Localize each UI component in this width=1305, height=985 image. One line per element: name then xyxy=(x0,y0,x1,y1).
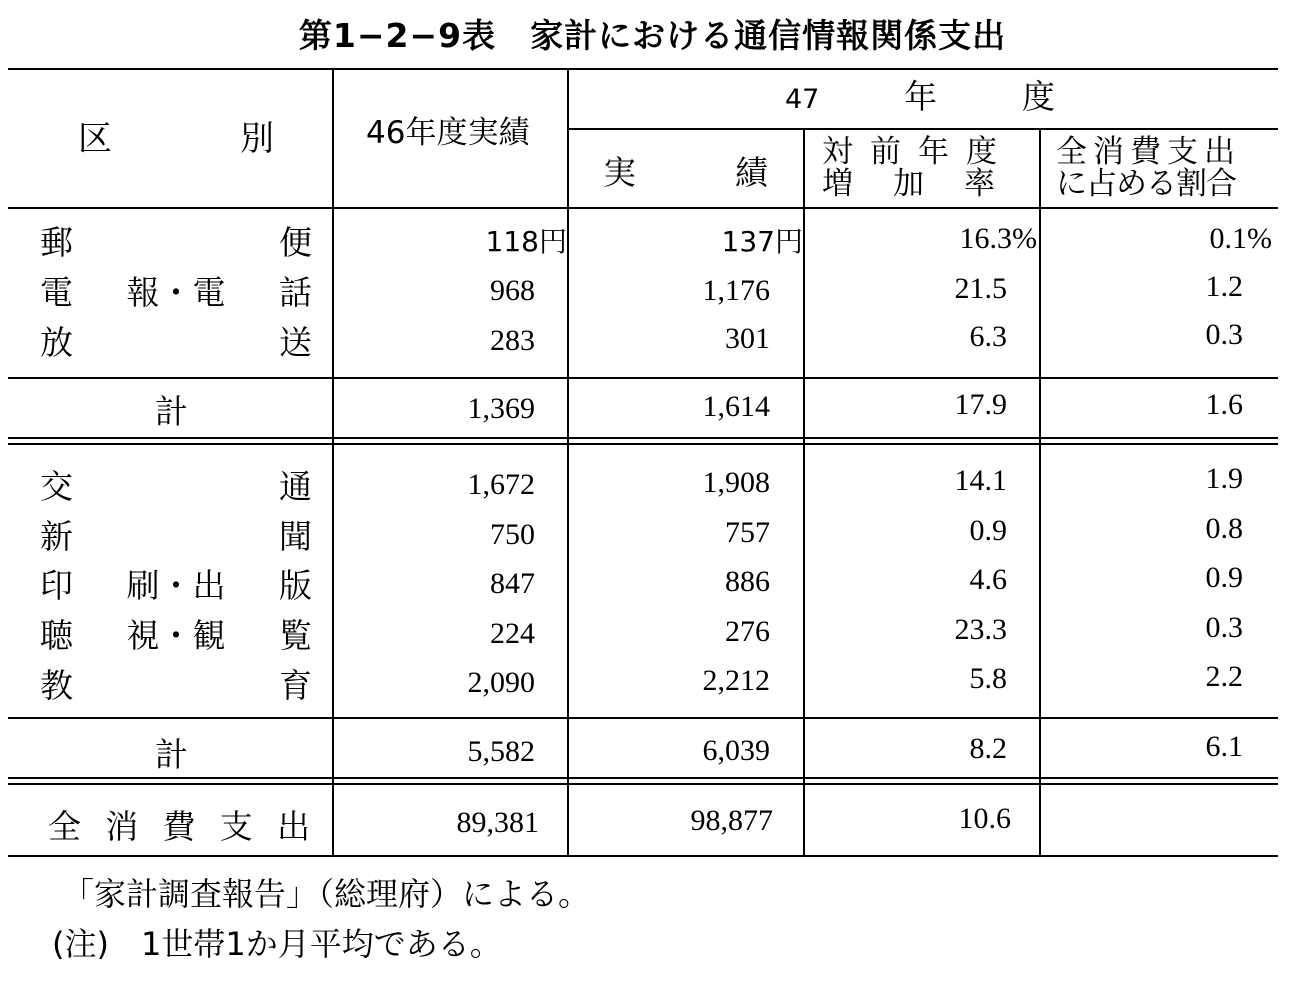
row-share: 0.3 xyxy=(1205,611,1243,644)
subtotal-fy46: 5,582 xyxy=(467,735,535,768)
header-actual-2: 績 xyxy=(735,153,768,192)
row-fy46: 283 xyxy=(490,324,535,357)
row-share: 2.2 xyxy=(1205,660,1243,693)
row-fy47: 1,908 xyxy=(702,466,770,499)
rule-sub2-top xyxy=(8,717,1278,719)
vrule-1 xyxy=(332,68,334,857)
row-growth: 14.1 xyxy=(954,464,1007,497)
row-fy47: 137円 xyxy=(721,225,803,258)
rule-sub1-top xyxy=(8,377,1278,379)
header-fy47-num: 47 xyxy=(785,84,820,115)
row-label: 電 報・電 話 xyxy=(40,273,312,312)
row-label: 新 聞 xyxy=(40,517,312,556)
row-share: 0.8 xyxy=(1205,512,1243,545)
header-actual xyxy=(603,153,768,192)
row-fy47: 1,176 xyxy=(702,274,770,307)
subtotal-share: 6.1 xyxy=(1205,730,1243,763)
row-label: 教 育 xyxy=(40,666,312,705)
row-fy46: 847 xyxy=(490,567,535,600)
table-title: 第1−2−9表 家計における通信情報関係支出 xyxy=(298,16,1007,55)
subtotal-fy47: 1,614 xyxy=(702,390,770,423)
row-label: 聴 視・観 覧 xyxy=(40,616,312,655)
total-growth: 10.6 xyxy=(958,802,1011,835)
rule-sub2-bottom-b xyxy=(8,783,1278,785)
row-share: 0.1% xyxy=(1209,222,1272,255)
row-share: 1.9 xyxy=(1205,462,1243,495)
row-fy46: 118円 xyxy=(485,225,567,258)
row-fy46: 1,672 xyxy=(467,468,535,501)
header-fy47-do: 度 xyxy=(1021,77,1055,116)
row-growth: 4.6 xyxy=(969,563,1007,596)
row-fy46: 750 xyxy=(490,518,535,551)
row-fy46: 224 xyxy=(490,617,535,650)
total-fy47: 98,877 xyxy=(690,804,773,837)
header-growth-1: 対前年度 xyxy=(822,134,1014,170)
row-fy46: 2,090 xyxy=(467,666,535,699)
row-label: 放 送 xyxy=(40,323,312,362)
row-growth: 16.3% xyxy=(959,222,1037,255)
note-remark: (注) 1世帯1か月平均である。 xyxy=(52,925,502,963)
row-label: 交 通 xyxy=(40,467,312,506)
total-fy46: 89,381 xyxy=(456,806,539,839)
subtotal-fy47: 6,039 xyxy=(702,734,770,767)
header-fy46: 46年度実績 xyxy=(366,115,530,151)
vrule-2 xyxy=(567,68,569,857)
header-category-2: 別 xyxy=(240,119,274,159)
header-growth-2: 増加率 xyxy=(822,166,1035,202)
header-category xyxy=(78,119,274,159)
rule-sub1-bottom-a xyxy=(8,437,1278,439)
rule-sub2-bottom-a xyxy=(8,777,1278,779)
rule-sub1-bottom-b xyxy=(8,443,1278,445)
subtotal-label: 計 xyxy=(155,392,188,431)
rule-group-under xyxy=(568,128,1278,130)
subtotal-growth: 8.2 xyxy=(969,732,1007,765)
row-fy47: 2,212 xyxy=(702,664,770,697)
subtotal-share: 1.6 xyxy=(1205,388,1243,421)
subtotal-growth: 17.9 xyxy=(954,388,1007,421)
header-share-2: に占める割合 xyxy=(1056,166,1236,202)
row-fy47: 301 xyxy=(725,322,770,355)
row-growth: 0.9 xyxy=(969,514,1007,547)
row-share: 0.3 xyxy=(1205,318,1243,351)
vrule-3 xyxy=(803,128,805,857)
header-category-1: 区 xyxy=(78,119,112,159)
subtotal-fy46: 1,369 xyxy=(467,392,535,425)
row-growth: 21.5 xyxy=(954,272,1007,305)
header-fy47-group xyxy=(785,77,1055,116)
total-label: 全 消 費 支 出 xyxy=(48,807,310,846)
header-fy47-nen: 年 xyxy=(904,77,938,116)
row-share: 1.2 xyxy=(1205,270,1243,303)
row-fy47: 276 xyxy=(725,615,770,648)
row-label: 郵 便 xyxy=(40,223,312,262)
rule-header-bottom xyxy=(8,207,1278,209)
row-share: 0.9 xyxy=(1205,561,1243,594)
row-fy47: 886 xyxy=(725,565,770,598)
rule-bottom xyxy=(8,855,1278,857)
row-growth: 5.8 xyxy=(969,662,1007,695)
header-share-1: 全消費支出 xyxy=(1056,134,1241,170)
row-fy46: 968 xyxy=(490,274,535,307)
subtotal-label: 計 xyxy=(155,735,188,774)
rule-top xyxy=(8,68,1278,70)
row-fy47: 757 xyxy=(725,516,770,549)
row-label: 印 刷・出 版 xyxy=(40,566,312,605)
row-growth: 6.3 xyxy=(969,320,1007,353)
note-source: 「家計調査報告」（総理府）による。 xyxy=(62,875,591,913)
row-growth: 23.3 xyxy=(954,613,1007,646)
vrule-4 xyxy=(1039,128,1041,857)
header-actual-1: 実 xyxy=(603,153,636,192)
